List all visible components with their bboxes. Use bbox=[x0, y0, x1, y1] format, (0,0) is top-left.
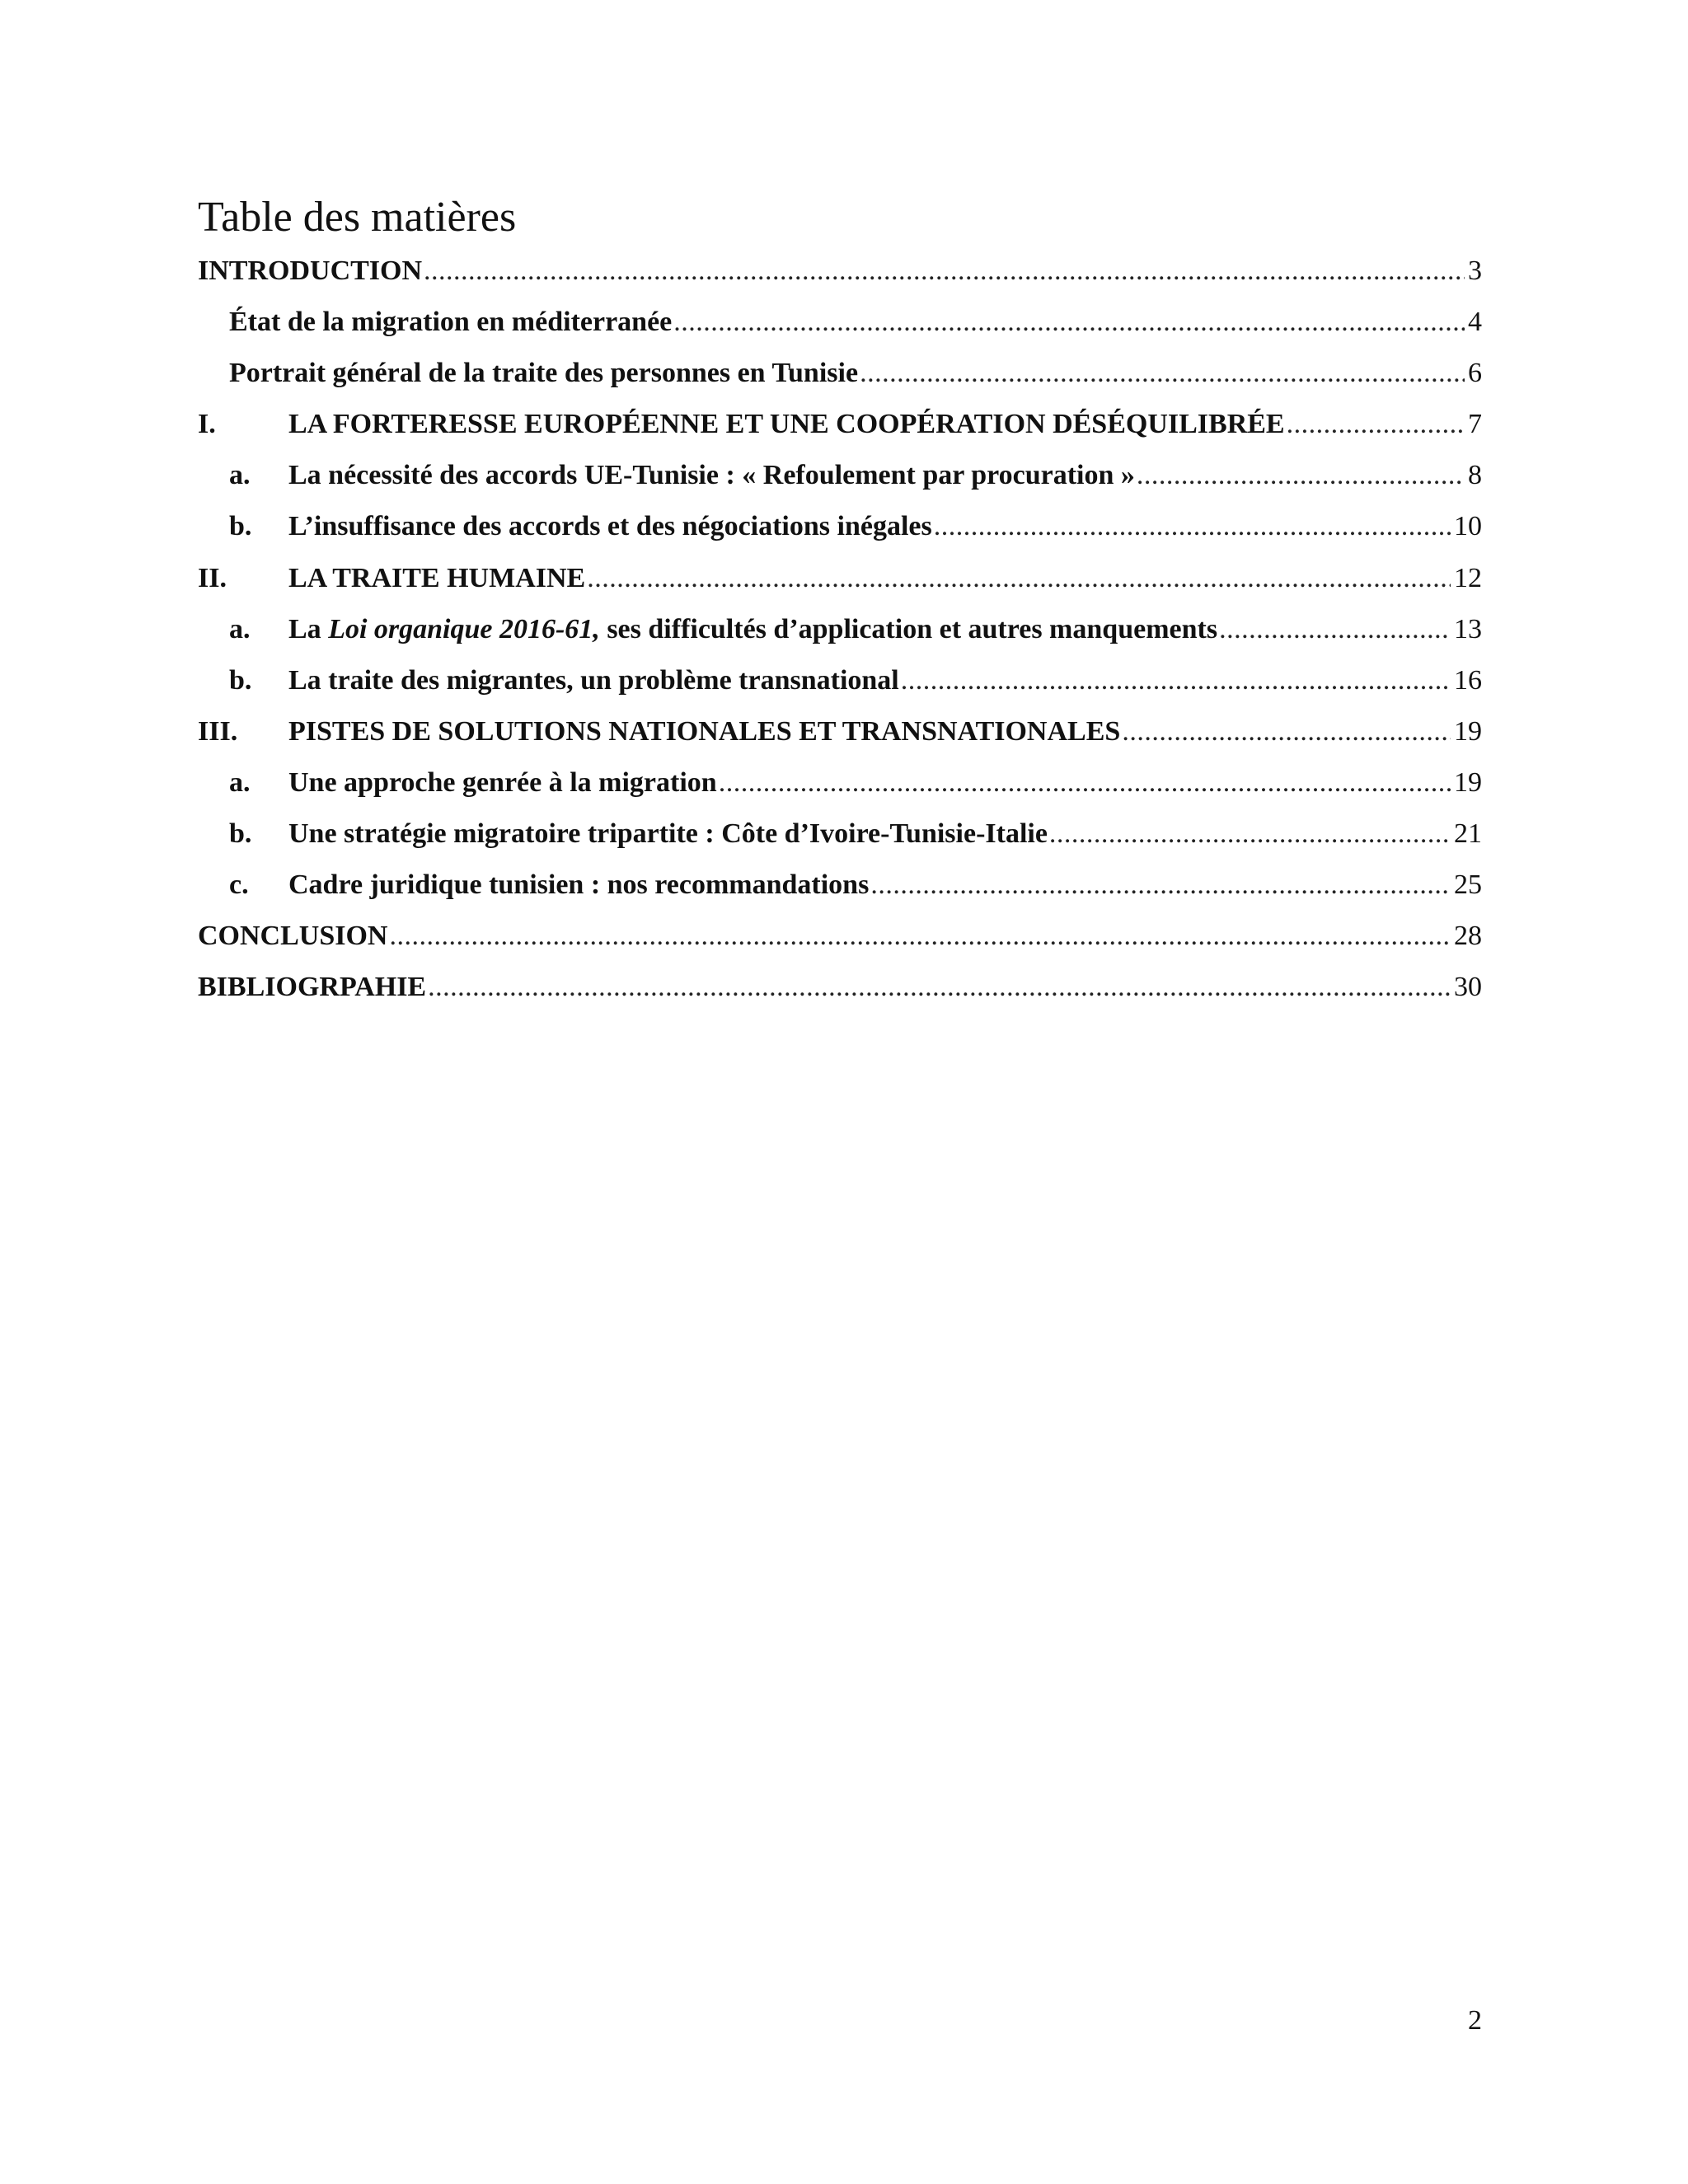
toc-entry-page: 13 bbox=[1454, 613, 1482, 644]
toc-entry[interactable] bbox=[198, 553, 1482, 604]
toc-entry-page: 16 bbox=[1454, 664, 1482, 696]
toc-entry-page: 28 bbox=[1454, 921, 1482, 952]
toc-entry-page: 25 bbox=[1454, 869, 1482, 901]
toc-entry-text: La traite des migrantes, un problème transnational bbox=[288, 664, 899, 696]
toc-entry[interactable] bbox=[198, 757, 1482, 808]
toc-entry[interactable] bbox=[198, 246, 1482, 297]
toc-entry[interactable] bbox=[198, 450, 1482, 501]
toc-entry-page: 7 bbox=[1468, 409, 1482, 440]
toc-entry[interactable] bbox=[198, 348, 1482, 399]
toc-dot-leader bbox=[1122, 706, 1451, 757]
toc-entry[interactable] bbox=[198, 808, 1482, 860]
toc-entry-number: b. bbox=[229, 818, 252, 850]
toc-entry-number: b. bbox=[229, 664, 252, 696]
toc-dot-leader bbox=[860, 348, 1465, 399]
toc-entry-page: 19 bbox=[1454, 766, 1482, 798]
toc-entry-number: c. bbox=[229, 869, 249, 901]
toc-entry-number: III. bbox=[198, 715, 238, 747]
toc-entry-text: PISTES DE SOLUTIONS NATIONALES ET TRANSNATIONALES bbox=[288, 715, 1121, 747]
toc-dot-leader bbox=[1219, 604, 1451, 655]
toc-entry-number: a. bbox=[229, 613, 251, 644]
toc-dot-leader bbox=[1137, 450, 1465, 501]
toc-entry-page: 4 bbox=[1468, 307, 1482, 338]
toc-entry-text: État de la migration en méditerranée bbox=[229, 307, 673, 338]
toc-entry-text: Une stratégie migratoire tripartite : Côte d’Ivoire-Tunisie-Italie bbox=[288, 818, 1048, 850]
toc-entry-text: BIBLIOGRPAHIE bbox=[198, 972, 427, 1003]
toc-dot-leader bbox=[1049, 808, 1451, 860]
toc-entry-page: 12 bbox=[1454, 562, 1482, 593]
toc-dot-leader bbox=[428, 962, 1451, 1013]
toc-entry-text: Portrait général de la traite des personnes en Tunisie bbox=[229, 358, 859, 389]
toc-entry-page: 10 bbox=[1454, 511, 1482, 542]
toc-entry-page: 6 bbox=[1468, 358, 1482, 389]
page-number: 2 bbox=[1468, 2005, 1482, 2036]
toc-entry-text: CONCLUSION bbox=[198, 921, 388, 952]
toc-dot-leader bbox=[587, 553, 1451, 604]
toc-dot-leader bbox=[870, 860, 1451, 911]
toc-entry-text: La nécessité des accords UE-Tunisie : « Refoulement par procuration » bbox=[288, 460, 1135, 491]
toc-entry[interactable] bbox=[198, 297, 1482, 348]
toc-entry-text: LA TRAITE HUMAINE bbox=[288, 562, 586, 593]
toc-entry-page: 8 bbox=[1468, 460, 1482, 491]
toc-entry-number: a. bbox=[229, 460, 251, 491]
toc-dot-leader bbox=[673, 297, 1465, 348]
toc-dot-leader bbox=[934, 501, 1451, 552]
toc-dot-leader bbox=[901, 655, 1451, 706]
table-of-contents bbox=[198, 246, 1482, 1013]
toc-dot-leader bbox=[719, 757, 1451, 808]
toc-entry[interactable] bbox=[198, 706, 1482, 757]
toc-entry-text: Une approche genrée à la migration bbox=[288, 766, 717, 798]
toc-entry-number: I. bbox=[198, 409, 216, 440]
toc-title: Table des matières bbox=[198, 194, 517, 241]
toc-entry[interactable] bbox=[198, 399, 1482, 450]
toc-entry-number: b. bbox=[229, 511, 252, 542]
toc-entry-text: La Loi organique 2016-61, ses difficultés d’application et autres manquements bbox=[288, 613, 1218, 644]
toc-entry-text: L’insuffisance des accords et des négociations inégales bbox=[288, 511, 932, 542]
toc-entry[interactable] bbox=[198, 501, 1482, 552]
toc-dot-leader bbox=[389, 911, 1451, 962]
toc-entry[interactable] bbox=[198, 911, 1482, 962]
toc-entry[interactable] bbox=[198, 655, 1482, 706]
toc-entry[interactable] bbox=[198, 860, 1482, 911]
toc-entry-text: INTRODUCTION bbox=[198, 255, 423, 286]
toc-entry-text: LA FORTERESSE EUROPÉENNE ET UNE COOPÉRATION DÉSÉQUILIBRÉE bbox=[288, 409, 1285, 440]
toc-entry-page: 21 bbox=[1454, 818, 1482, 850]
toc-dot-leader bbox=[424, 246, 1465, 297]
toc-entry-page: 3 bbox=[1468, 255, 1482, 286]
toc-entry-number: II. bbox=[198, 562, 227, 593]
toc-entry[interactable] bbox=[198, 604, 1482, 655]
toc-entry-page: 30 bbox=[1454, 972, 1482, 1003]
toc-entry-text: Cadre juridique tunisien : nos recommandations bbox=[288, 869, 870, 901]
toc-entry-page: 19 bbox=[1454, 715, 1482, 747]
toc-entry[interactable] bbox=[198, 962, 1482, 1013]
toc-dot-leader bbox=[1287, 399, 1465, 450]
toc-entry-number: a. bbox=[229, 766, 251, 798]
